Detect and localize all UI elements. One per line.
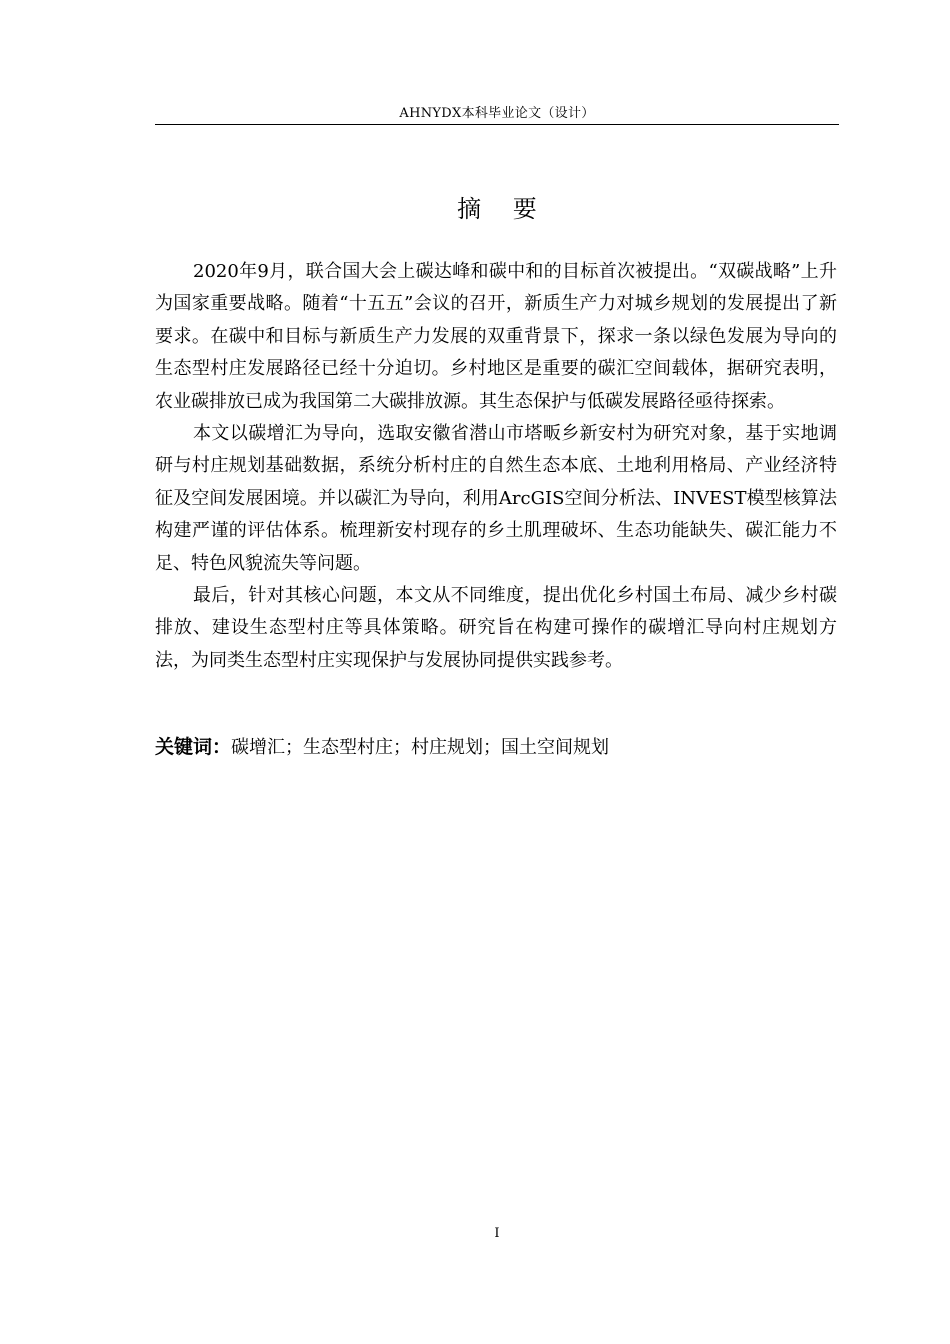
page-header: AHNYDX本科毕业论文（设计） xyxy=(399,106,595,121)
abstract-paragraph-3: 最后，针对其核心问题，本文从不同维度，提出优化乡村国土布局、减少乡村碳排放、建设生态型村庄等具体策略。研究旨在构建可操作的碳增汇导向村庄规划方法，为同类生态型村庄实现保护与发展协同提供实践参考。 xyxy=(155,585,837,671)
abstract-body xyxy=(155,256,837,677)
keywords-label: 关键词： xyxy=(155,736,232,758)
keywords-line xyxy=(155,731,837,764)
keywords-text: 碳增汇；生态型村庄；村庄规划；国土空间规划 xyxy=(231,737,610,758)
abstract-title: 摘 要 xyxy=(457,195,549,223)
abstract-paragraph-2: 本文以碳增汇为导向，选取安徽省潜山市塔畈乡新安村为研究对象，基于实地调研与村庄规划基础数据，系统分析村庄的自然生态本底、土地利用格局、产业经济特征及空间发展困境。并以碳汇为导向，利用ArcGIS空间分析法、INVEST模型核算法构建严谨的评估体系。梳理新安村现存的乡土肌理破坏、生态功能缺失、碳汇能力不足、特色风貌流失等问题。 xyxy=(155,423,837,574)
header-rule xyxy=(155,124,839,125)
page-number: I xyxy=(494,1226,500,1241)
abstract-paragraph-1: 2020年9月，联合国大会上碳达峰和碳中和的目标首次被提出。“双碳战略”上升为国家重要战略。随着“十五五”会议的召开，新质生产力对城乡规划的发展提出了新要求。在碳中和目标与新质生产力发展的双重背景下，探求一条以绿色发展为导向的生态型村庄发展路径已经十分迫切。乡村地区是重要的碳汇空间载体，据研究表明，农业碳排放已成为我国第二大碳排放源。其生态保护与低碳发展路径亟待探索。 xyxy=(155,261,837,412)
